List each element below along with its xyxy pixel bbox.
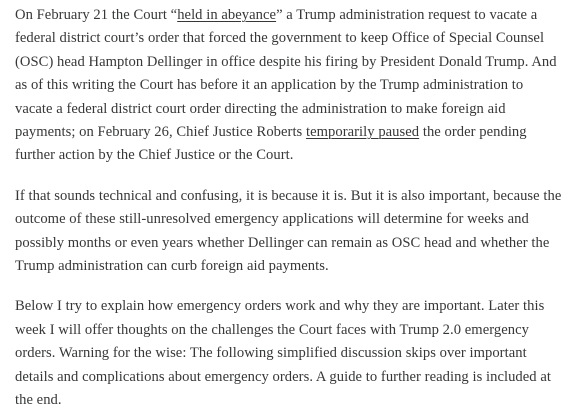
paragraph-technical-confusing: If that sounds technical and confusing, it is because it is. But it is also important, because the outcome of these still-unresolved emergency applications will determine for weeks and possibly months or even years whether Dellinger can remain as OSC head and whether the Trump administration can curb foreign aid payments. xyxy=(15,187,562,275)
temporarily-paused-link[interactable]: temporarily paused xyxy=(305,124,420,141)
paragraph-text: the order pending further action by the Chief Justice or the Court. xyxy=(15,124,527,164)
held-in-abeyance-link[interactable]: held in abeyance xyxy=(177,7,277,23)
paragraph-text: ” a Trump administration request to vacate a federal district court’s order that forced the government to keep Office of Special Counsel (OSC) head Hampton Dellinger in office despite his firing by President Donald Trump. And as of this writing the Court has before it an application by the Trump administration to vacate a federal district court order directing the administration to make foreign aid payments; on February 26, Chief Justice Roberts xyxy=(15,7,557,141)
paragraph-emergency-orders-intro: Below I try to explain how emergency orders work and why they are important. Later this week I will offer thoughts on the challenges the Court faces with Trump 2.0 emergency orders. Warning for the wise: The following simplified discussion skips over important details and complications about emergency orders. A guide to further reading is included at the end. xyxy=(15,298,551,409)
article-body xyxy=(15,0,563,413)
paragraph-court-abeyance xyxy=(15,4,563,168)
paragraph-text: On February 21 the Court “ xyxy=(15,7,178,23)
